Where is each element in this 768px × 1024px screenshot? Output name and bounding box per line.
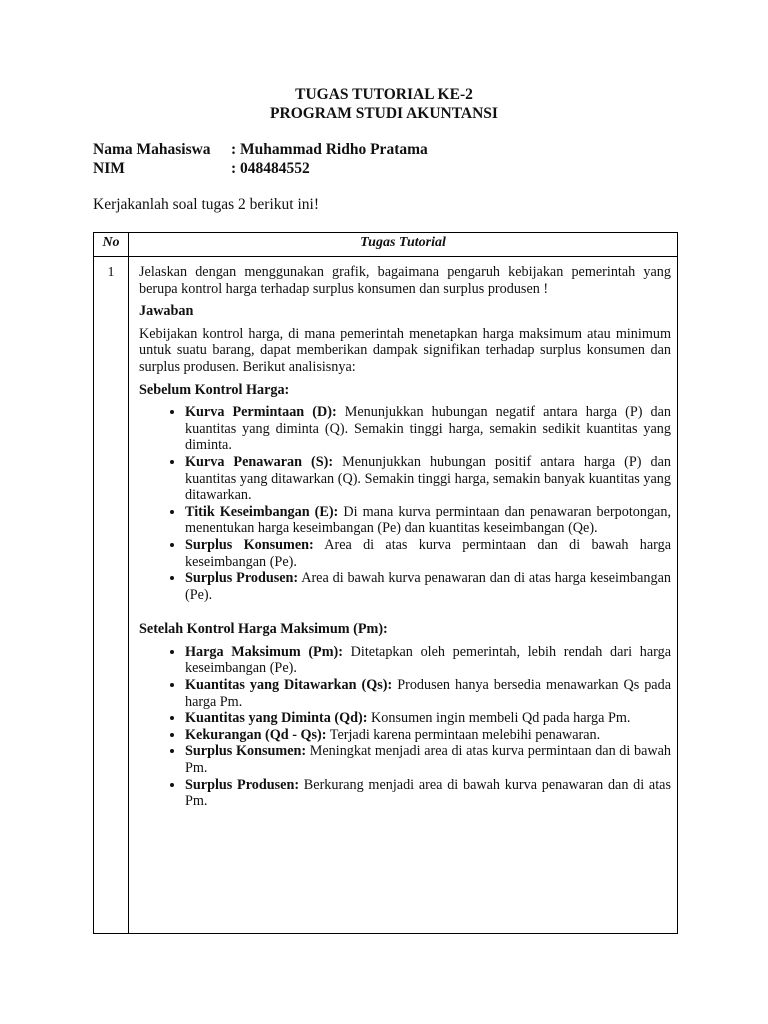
instruction-text: Kerjakanlah soal tugas 2 berikut ini!	[93, 196, 319, 213]
item-term: Kurva Permintaan (D):	[185, 404, 337, 421]
program-title: PROGRAM STUDI AKUNTANSI	[270, 105, 498, 122]
list-item	[185, 644, 671, 677]
question-text: Jelaskan dengan menggunakan grafik, bagaimana pengaruh kebijakan pemerintah yang berupa kontrol harga terhadap surplus konsumen dan surplus produsen !	[139, 264, 671, 297]
task-cell	[139, 264, 671, 810]
name-label: Nama Mahasiswa	[93, 141, 211, 158]
item-term: Kurva Penawaran (S):	[185, 453, 334, 470]
item-term: Surplus Produsen:	[185, 570, 299, 587]
list-item	[185, 710, 671, 727]
item-term: Surplus Konsumen:	[185, 743, 307, 760]
answer-heading: Jawaban	[139, 303, 194, 320]
item-term: Surplus Konsumen:	[185, 536, 314, 553]
item-text: Konsumen ingin membeli Qd pada harga Pm.	[367, 710, 631, 727]
item-term: Surplus Produsen:	[185, 776, 300, 793]
intro-paragraph: Kebijakan kontrol harga, di mana pemerintah menetapkan harga maksimum atau minimum untuk suatu barang, dapat memberikan dampak signifikan terhadap surplus konsumen dan surplus produsen. Berikut analisisnya:	[139, 325, 671, 375]
document-title: TUGAS TUTORIAL KE-2	[295, 86, 473, 103]
item-term: Kekurangan (Qd - Qs):	[185, 726, 327, 743]
task-table	[93, 232, 678, 934]
row-number: 1	[107, 265, 115, 280]
list-item	[185, 743, 671, 776]
item-text: Di mana kurva permintaan dan penawaran berpotongan, menentukan harga keseimbangan (Pe) dan kuantitas keseimbangan (Qe).	[185, 503, 671, 537]
item-text: Menunjukkan hubungan negatif antara harga (P) dan kuantitas yang diminta (Q). Semakin tinggi harga, semakin sedikit kuantitas yang diminta.	[185, 404, 671, 454]
nim-value: : 048484552	[231, 160, 310, 177]
item-text: Produsen hanya bersedia menawarkan Qs pada harga Pm.	[185, 677, 671, 710]
item-text: Berkurang menjadi area di bawah kurva penawaran dan di atas Pm.	[185, 776, 671, 810]
before-control-heading: Sebelum Kontrol Harga:	[139, 381, 290, 398]
item-text: Terjadi karena permintaan melebihi penawaran.	[326, 726, 601, 743]
before-control-list	[139, 404, 671, 603]
list-item	[185, 404, 671, 454]
list-item	[185, 504, 671, 537]
item-text: Area di atas kurva permintaan dan di bawah harga keseimbangan (Pe).	[185, 536, 672, 570]
list-item	[185, 727, 671, 744]
after-control-list	[139, 644, 671, 810]
header-divider	[94, 256, 677, 257]
item-term: Kuantitas yang Ditawarkan (Qs):	[185, 677, 393, 694]
item-text: Meningkat menjadi area di atas kurva permintaan dan di bawah Pm.	[185, 743, 672, 777]
item-text: Area di bawah kurva penawaran dan di atas harga keseimbangan (Pe).	[185, 570, 671, 603]
item-text: Menunjukkan hubungan positif antara harga (P) dan kuantitas yang ditawarkan (Q). Semakin tinggi harga, semakin banyak kuantitas yang ditawarkan.	[185, 453, 671, 504]
list-item	[185, 677, 671, 710]
column-divider	[128, 233, 129, 933]
name-value: : Muhammad Ridho Pratama	[231, 141, 428, 158]
list-item	[185, 570, 671, 603]
column-header-no: No	[102, 235, 120, 250]
item-term: Kuantitas yang Diminta (Qd):	[185, 710, 368, 727]
item-term: Harga Maksimum (Pm):	[185, 643, 343, 660]
column-header-task: Tugas Tutorial	[360, 235, 446, 250]
after-control-heading: Setelah Kontrol Harga Maksimum (Pm):	[139, 621, 388, 638]
nim-label: NIM	[93, 160, 125, 177]
item-text: Ditetapkan oleh pemerintah, lebih rendah dari harga keseimbangan (Pe).	[185, 643, 671, 677]
spacer	[139, 603, 671, 621]
list-item	[185, 777, 671, 810]
item-term: Titik Keseimbangan (E):	[185, 503, 339, 520]
list-item	[185, 454, 671, 504]
list-item	[185, 537, 671, 570]
